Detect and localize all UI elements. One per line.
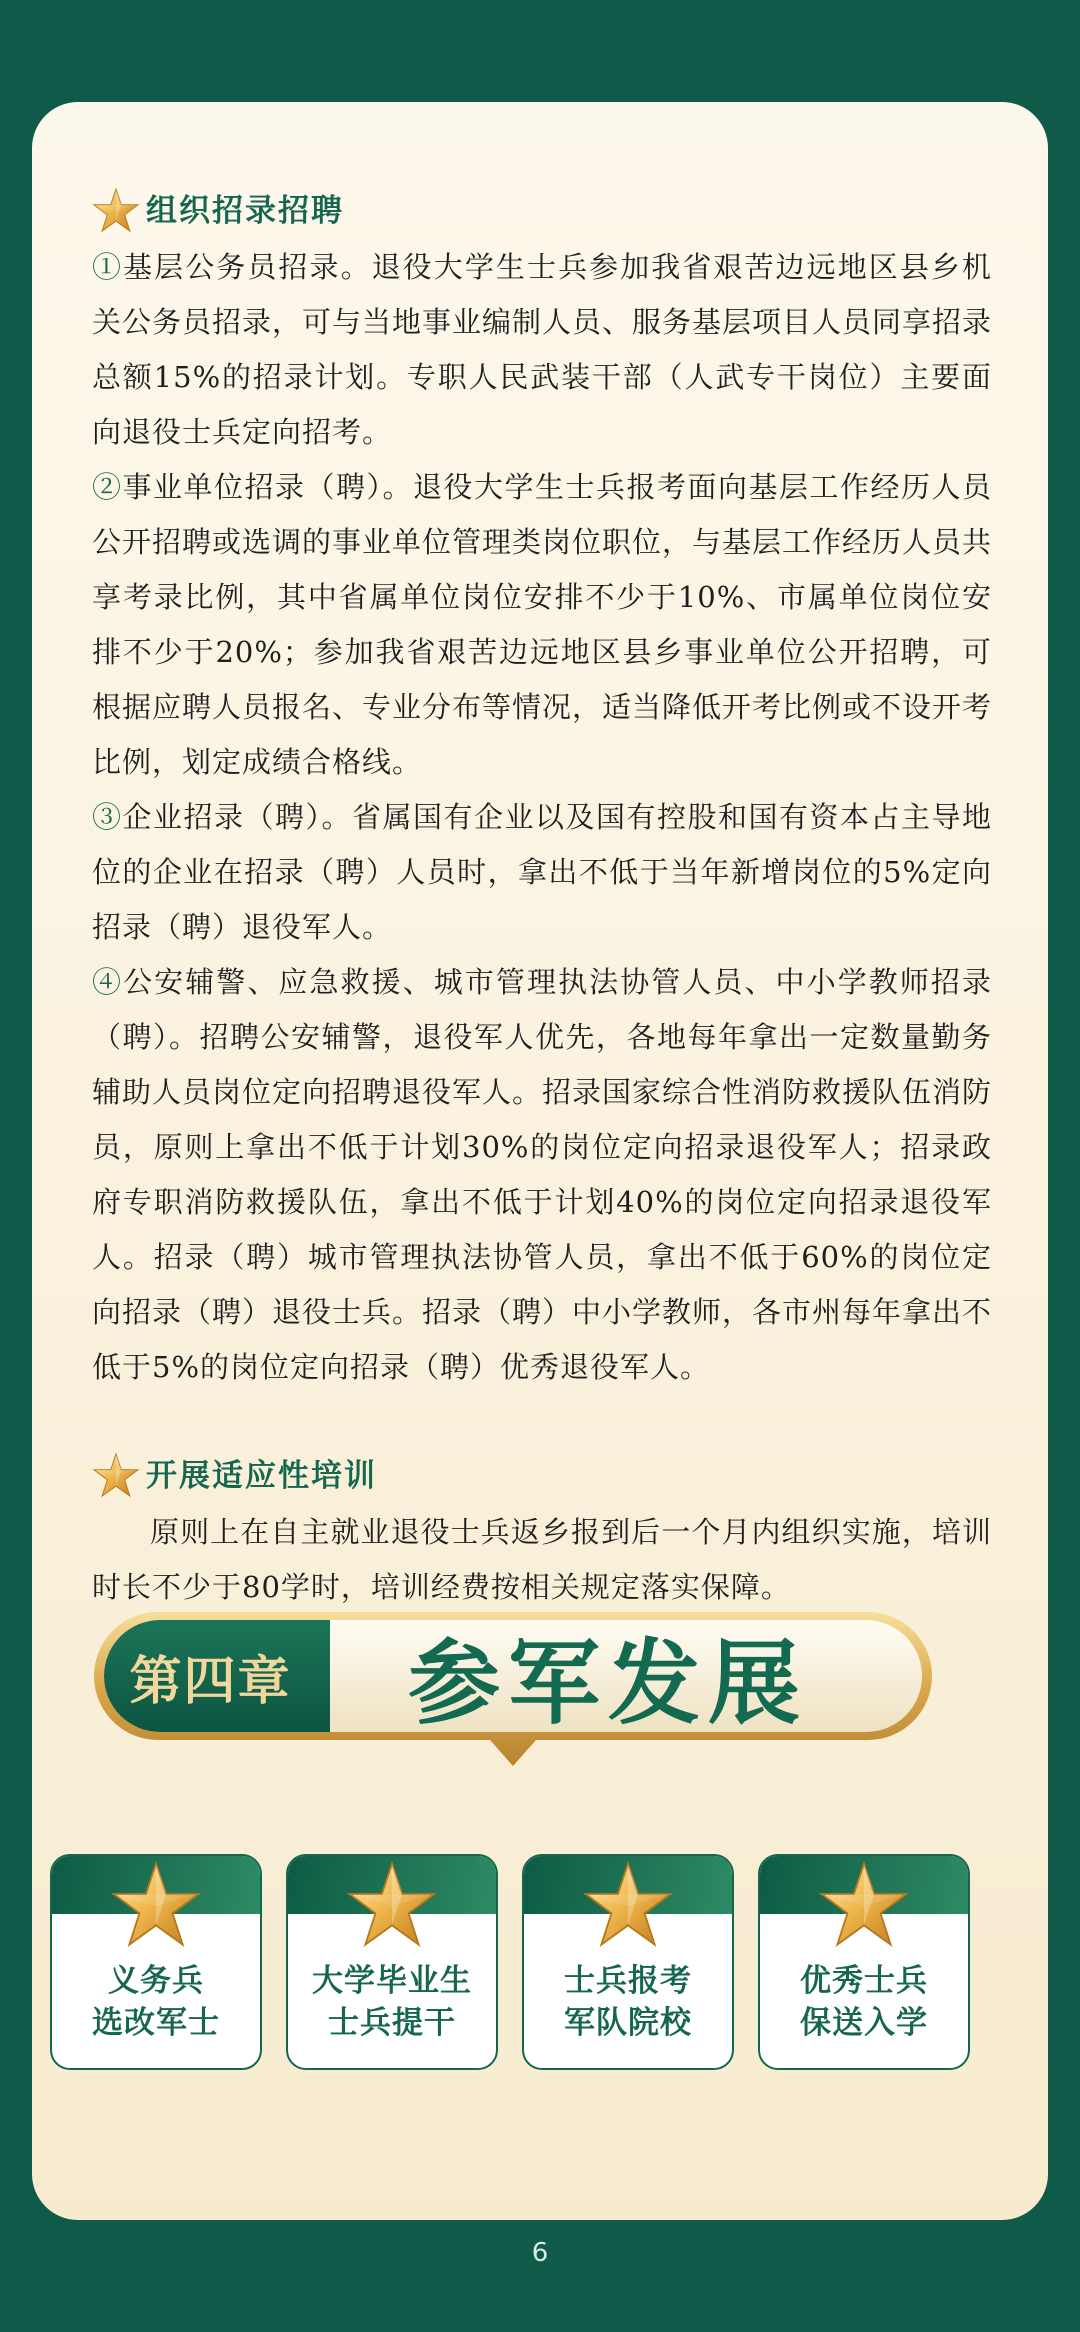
gold-star-icon xyxy=(818,1860,910,1952)
section-heading-recruitment xyxy=(92,182,992,240)
item-number: ③ xyxy=(92,800,123,834)
item-number: ② xyxy=(92,470,123,504)
paragraph-enterprise xyxy=(92,790,992,955)
paragraph-text: 企业招录（聘）。省属国有企业以及国有控股和国有资本占主导地位的企业在招录（聘）人员时，拿出不低于当年新增岗位的5%定向招录（聘）退役军人。 xyxy=(92,800,992,944)
paragraph-text: 公安辅警、应急救援、城市管理执法协管人员、中小学教师招录（聘）。招聘公安辅警，退役军人优先，各地每年拿出一定数量勤务辅助人员岗位定向招聘退役军人。招录国家综合性消防救援队伍消防员，原则上拿出不低于计划30%的岗位定向招录退役军人；招录政府专职消防救援队伍，拿出不低于计划40%的岗位定向招录退役军人。招录（聘）城市管理执法协管人员，拿出不低于60%的岗位定向招录（聘）退役士兵。招录（聘）中小学教师，各市州每年拿出不低于5%的岗位定向招录（聘）优秀退役军人。 xyxy=(92,965,993,1384)
paragraph-training: 原则上在自主就业退役士兵返乡报到后一个月内组织实施，培训时长不少于80学时，培训经费按相关规定落实保障。 xyxy=(92,1515,992,1604)
paragraph-text: 事业单位招录（聘）。退役大学生士兵报考面向基层工作经历人员公开招聘或选调的事业单位管理类岗位职位，与基层工作经历人员共享考录比例，其中省属单位岗位安排不少于10%、市属单位岗位安排不少于20%；参加我省艰苦边远地区县乡事业单位公开招聘，可根据应聘人员报名、专业分布等情况，适当降低开考比例或不设开考比例，划定成绩合格线。 xyxy=(92,470,993,779)
paragraph-public-institution xyxy=(92,460,992,790)
paragraph-civil-servant xyxy=(92,240,992,460)
tile-graduate-promotion xyxy=(286,1854,498,2070)
chapter-title: 参军发展 xyxy=(407,1629,808,1737)
tile-label-line2: 士兵提干 xyxy=(328,2005,456,2041)
gold-star-icon xyxy=(346,1860,438,1952)
tile-label-line2: 军队院校 xyxy=(564,2005,692,2041)
tile-label-line1: 优秀士兵 xyxy=(800,1963,928,1999)
tile-label-line2: 选改军士 xyxy=(92,2005,220,2041)
gold-star-icon xyxy=(110,1860,202,1952)
item-number: ① xyxy=(92,250,124,284)
tile-conscript-to-nco xyxy=(50,1854,262,2070)
chapter-number: 第四章 xyxy=(129,1650,292,1712)
tile-label-line1: 士兵报考 xyxy=(564,1963,692,1999)
section-title: 开展适应性培训 xyxy=(146,1457,377,1494)
gold-star-icon xyxy=(582,1860,674,1952)
section-title: 组织招录招聘 xyxy=(146,192,344,229)
tile-military-academy-exam xyxy=(522,1854,734,2070)
tile-label-line2: 保送入学 xyxy=(800,2005,928,2041)
tile-recommended-admission xyxy=(758,1854,970,2070)
paragraph-police-rescue-teacher xyxy=(92,955,992,1395)
gold-star-icon xyxy=(92,1452,140,1500)
chapter-banner xyxy=(88,1606,938,1746)
paragraph-text: 基层公务员招录。退役大学生士兵参加我省艰苦边远地区县乡机关公务员招录，可与当地事业编制人员、服务基层项目人员同享招录总额15%的招录计划。专职人民武装干部（人武专干岗位）主要面向退役士兵定向招考。 xyxy=(92,250,993,449)
pathway-tiles xyxy=(50,1854,970,2068)
content-body xyxy=(92,182,992,1615)
page-number: 6 xyxy=(531,2238,549,2268)
tile-label-line1: 大学毕业生 xyxy=(312,1963,472,1999)
section-heading-training xyxy=(92,1447,992,1505)
tile-label-line1: 义务兵 xyxy=(108,1963,204,1999)
item-number: ④ xyxy=(92,965,124,999)
gold-star-icon xyxy=(92,187,140,235)
